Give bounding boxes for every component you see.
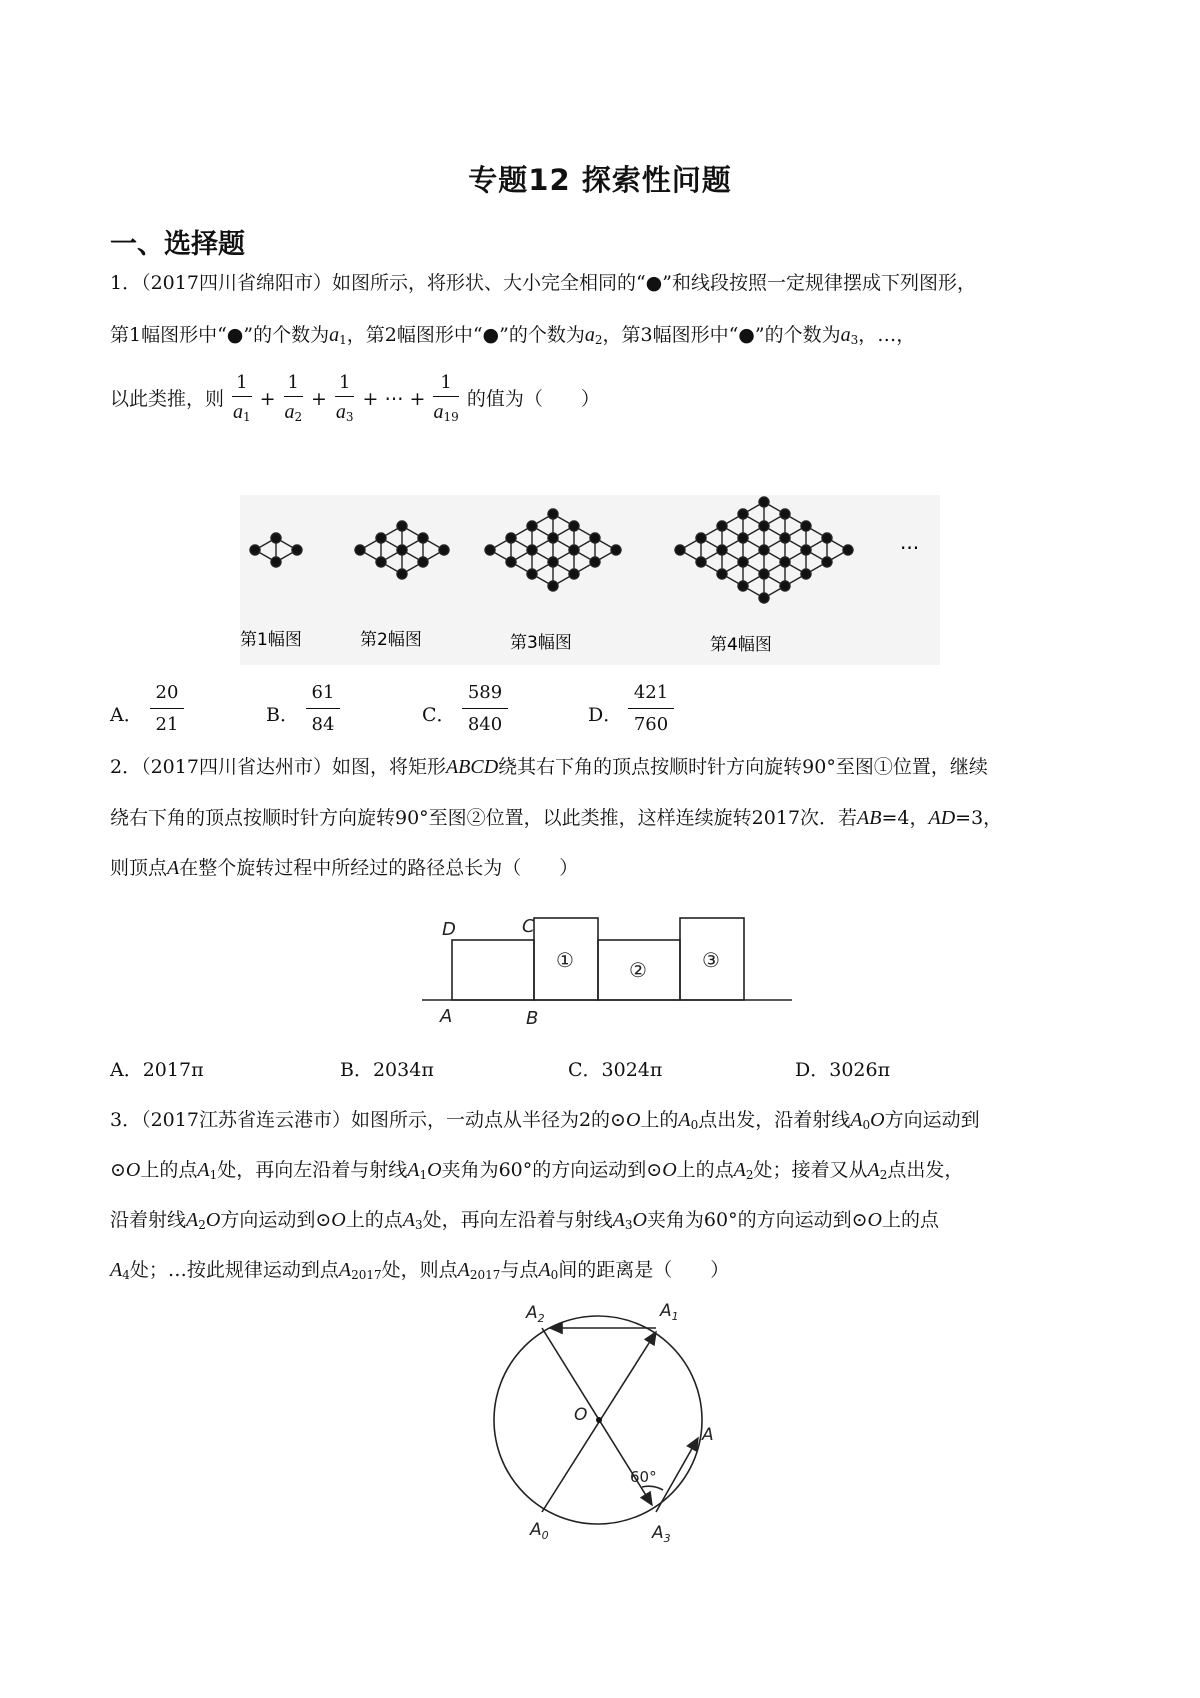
figure-dot	[843, 545, 853, 555]
q3-line1: 3．（2017江苏省连云港市）如图所示，一动点从半径为2的⊙O上的$A_0$点出发，沿着射线$A_0O$方向运动到	[110, 1109, 980, 1132]
figure-dot	[355, 545, 365, 555]
figure-dot	[759, 497, 769, 507]
document-title: 专题12 探索性问题	[468, 163, 732, 197]
figure-dot	[527, 521, 537, 531]
figure-dot	[759, 593, 769, 603]
figure-dot	[759, 521, 769, 531]
q2-rectangle-rotation-figure	[420, 910, 800, 1030]
figure-dot	[822, 557, 832, 567]
fraction-1-over-a2: $\frac{1}{a_2}$	[284, 372, 303, 424]
figure-dot	[527, 569, 537, 579]
q1-line1: 1．（2017四川省绵阳市）如图所示，将形状、大小完全相同的“●”和线段按照一定规律摆成下列图形，	[110, 272, 976, 294]
angle-label: 60°	[630, 1468, 657, 1486]
label-a0: $A_0$	[530, 1520, 549, 1542]
figure-dot	[590, 533, 600, 543]
figure-dot	[485, 545, 495, 555]
q3-line3: 沿着射线$A_2O$方向运动到⊙O上的点$A_3$处，再向左沿着与射线$A_3O$夹角为60°的方向运动到⊙O上的点	[110, 1209, 939, 1232]
q1-option-a-label: A．	[110, 704, 143, 726]
fraction-1-over-a1: $\frac{1}{a_1}$	[232, 372, 251, 424]
figure-dot	[569, 569, 579, 579]
figure-dot	[696, 557, 706, 567]
figure-label-1: 第1幅图	[240, 630, 302, 650]
figure-dot	[717, 569, 727, 579]
q3-circle-path-figure	[470, 1300, 740, 1550]
figure-dot	[801, 545, 811, 555]
section-heading: 一、选择题	[110, 229, 245, 260]
figure-dot	[696, 533, 706, 543]
q1-option-a-value: 20 21	[150, 678, 184, 741]
figure-dot	[780, 533, 790, 543]
figure-dot	[418, 533, 428, 543]
figure-dot	[506, 557, 516, 567]
fraction-1-over-a19: $\frac{1}{a_{19}}$	[433, 372, 459, 424]
circled-label-3: ③	[702, 948, 720, 972]
q3-line4: $A_4$处；…按此规律运动到点$A_{2017}$处，则点$A_{2017}$与点$A_0$间的距离是（ ）	[110, 1259, 730, 1282]
figure-dot	[569, 521, 579, 531]
label-a1: $A_1$	[660, 1301, 679, 1323]
label-a3: $A_3$	[652, 1523, 671, 1545]
figure-dot	[376, 533, 386, 543]
q2-option-d: D．3026π	[795, 1059, 891, 1081]
q1-option-c-value: 589 840	[462, 678, 508, 741]
figure-dot	[780, 509, 790, 519]
label-a: A	[440, 1006, 453, 1027]
figure-label-2: 第2幅图	[360, 630, 422, 650]
rectangle-abcd	[452, 940, 534, 1000]
q1-option-b-value: 61 84	[306, 678, 340, 741]
q2-option-a: A．2017π	[110, 1059, 204, 1081]
label-b: B	[526, 1008, 539, 1029]
figure-dot	[271, 557, 281, 567]
figure-dot	[376, 557, 386, 567]
figure-dot	[569, 545, 579, 555]
figure-dot	[780, 581, 790, 591]
figure-dot	[738, 581, 748, 591]
q3-line2: ⊙O上的点$A_1$处，再向左沿着与射线$A_1O$夹角为60°的方向运动到⊙O上的点$A_2$处；接着又从$A_2$点出发，	[110, 1159, 964, 1182]
figure-dot	[738, 557, 748, 567]
figure-dot	[780, 557, 790, 567]
figure-ellipsis: ···	[900, 536, 920, 560]
figure-dot	[717, 521, 727, 531]
figure-dot	[738, 533, 748, 543]
figure-dot	[397, 569, 407, 579]
q1-line2: 第1幅图形中“●”的个数为$a_1$，第2幅图形中“●”的个数为$a_2$，第3幅图形中“●”的个数为$a_3$，…，	[110, 324, 916, 347]
figure-dot	[548, 509, 558, 519]
figure-dot	[292, 545, 302, 555]
figure-dot	[271, 533, 281, 543]
figure-dot	[590, 557, 600, 567]
q1-option-c-label: C．	[422, 704, 456, 726]
figure-dot	[801, 569, 811, 579]
figure-dot	[506, 533, 516, 543]
figure-dot	[822, 533, 832, 543]
q1-dot-pattern-figure	[240, 495, 940, 665]
label-a2: $A_2$	[526, 1303, 545, 1325]
figure-dot	[418, 557, 428, 567]
figure-background	[240, 495, 940, 665]
label-d: D	[442, 919, 456, 940]
label-o: O	[574, 1405, 588, 1425]
q2-option-c: C．3024π	[568, 1059, 663, 1081]
figure-dot	[250, 545, 260, 555]
circled-label-1: ①	[556, 948, 574, 972]
figure-dot	[759, 545, 769, 555]
figure-dot	[548, 533, 558, 543]
label-a: A	[702, 1425, 714, 1445]
figure-dot	[548, 581, 558, 591]
figure-dot	[738, 509, 748, 519]
q1-option-d-label: D．	[588, 704, 623, 726]
q2-line1: 2．（2017四川省达州市）如图，将矩形ABCD绕其右下角的顶点按顺时针方向旋转90°至图①位置，继续	[110, 756, 988, 778]
angle-arc	[642, 1486, 663, 1490]
circled-label-2: ②	[629, 958, 647, 982]
q1-option-b-label: B．	[266, 704, 299, 726]
figure-dot	[759, 569, 769, 579]
fraction-1-over-a3: $\frac{1}{a_3}$	[335, 372, 354, 424]
figure-dot	[675, 545, 685, 555]
path-a3-a4	[656, 1438, 698, 1512]
figure-dot	[548, 557, 558, 567]
figure-dot	[527, 545, 537, 555]
q2-option-b: B．2034π	[340, 1059, 434, 1081]
figure-label-4: 第4幅图	[710, 635, 772, 655]
figure-dot	[801, 521, 811, 531]
figure-label-3: 第3幅图	[510, 633, 572, 653]
center-point	[596, 1417, 602, 1423]
figure-dot	[439, 545, 449, 555]
figure-dot	[611, 545, 621, 555]
figure-dot	[717, 545, 727, 555]
q1-option-d-value: 421 760	[628, 678, 674, 741]
label-c: C	[522, 916, 535, 937]
figure-dot	[397, 545, 407, 555]
q1-line3: 以此类推，则 $\frac{1}{a_1}$ + $\frac{1}{a_2}$ + $\frac{1}{a_3}$ + ⋯ + $\frac{1}{a_{19}}$ 的值为（ ）	[110, 370, 600, 428]
q2-line2: 绕右下角的顶点按顺时针方向旋转90°至图②位置，以此类推，这样连续旋转2017次．若AB=4，AD=3，	[110, 807, 1003, 829]
figure-dot	[397, 521, 407, 531]
q2-line3: 则顶点A在整个旋转过程中所经过的路径总长为（ ）	[110, 857, 579, 879]
